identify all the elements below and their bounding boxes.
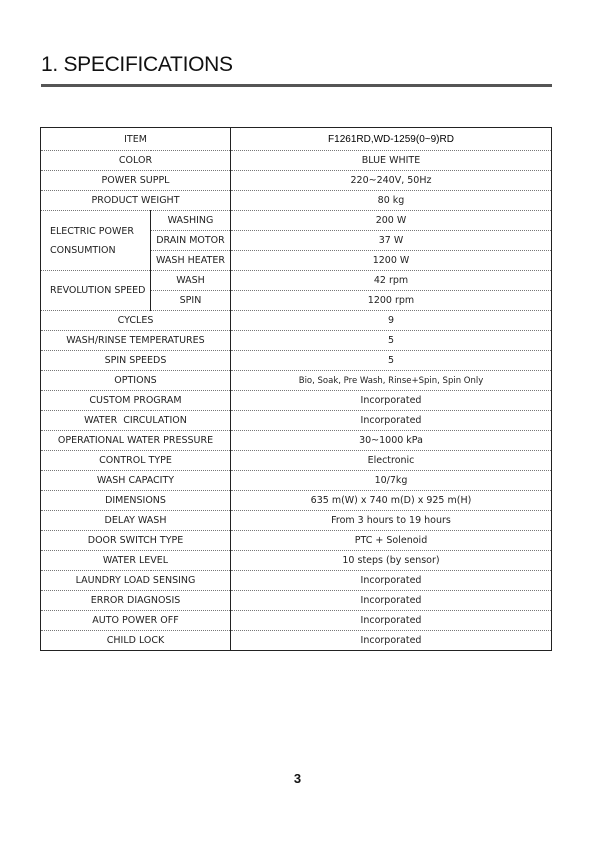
spec-value: Incorporated (231, 391, 552, 411)
specifications-table (40, 127, 552, 651)
spec-value: 5 (231, 331, 552, 351)
spec-label: OPTIONS (41, 371, 231, 391)
spec-label: POWER SUPPL (41, 171, 231, 191)
spec-value: 80 kg (231, 191, 552, 211)
spec-label: LAUNDRY LOAD SENSING (41, 571, 231, 591)
spec-label: SPIN SPEEDS (41, 351, 231, 371)
spec-value: Incorporated (231, 571, 552, 591)
spec-label: OPERATIONAL WATER PRESSURE (41, 431, 231, 451)
spec-label: WASH CAPACITY (41, 471, 231, 491)
spec-label: PRODUCT WEIGHT (41, 191, 231, 211)
page-number: 3 (293, 771, 302, 786)
spec-value: 42 rpm (231, 271, 552, 291)
spec-value: 37 W (231, 231, 552, 251)
spec-sub-label: WASHING (151, 211, 231, 231)
spec-value: 5 (231, 351, 552, 371)
table-row (41, 411, 552, 431)
table-row (41, 331, 552, 351)
table-row (41, 391, 552, 411)
table-row (41, 551, 552, 571)
table-row (41, 511, 552, 531)
spec-value: Electronic (231, 451, 552, 471)
spec-value: 9 (231, 311, 552, 331)
table-row (41, 191, 552, 211)
spec-label: AUTO POWER OFF (41, 611, 231, 631)
table-row (41, 151, 552, 171)
table-row (41, 471, 552, 491)
table-row (41, 311, 552, 331)
spec-group-label: REVOLUTION SPEED (41, 271, 151, 311)
spec-value: Bio, Soak, Pre Wash, Rinse+Spin, Spin Only (231, 371, 552, 391)
spec-sub-label: WASH (151, 271, 231, 291)
spec-value: 200 W (231, 211, 552, 231)
spec-value: From 3 hours to 19 hours (231, 511, 552, 531)
table-row (41, 531, 552, 551)
spec-label: WATER LEVEL (41, 551, 231, 571)
table-row (41, 371, 552, 391)
spec-value: 220~240V, 50Hz (231, 171, 552, 191)
spec-value: Incorporated (231, 611, 552, 631)
spec-label: DELAY WASH (41, 511, 231, 531)
header-model-value: F1261RD,WD-1259(0~9)RD (231, 128, 552, 151)
spec-sub-label: SPIN (151, 291, 231, 311)
title-rule (41, 84, 552, 87)
spec-label: COLOR (41, 151, 231, 171)
spec-group-label: ELECTRIC POWER CONSUMTION (41, 211, 151, 271)
spec-label: WATER CIRCULATION (41, 411, 231, 431)
table-row (41, 431, 552, 451)
table-row (41, 271, 552, 291)
table-row (41, 171, 552, 191)
spec-label: DOOR SWITCH TYPE (41, 531, 231, 551)
table-header-row (41, 128, 552, 151)
spec-value: 1200 W (231, 251, 552, 271)
spec-label: CYCLES (41, 311, 231, 331)
spec-label: WASH/RINSE TEMPERATURES (41, 331, 231, 351)
table-row (41, 591, 552, 611)
spec-value: 30~1000 kPa (231, 431, 552, 451)
spec-label: ERROR DIAGNOSIS (41, 591, 231, 611)
table-row (41, 451, 552, 471)
spec-value: PTC + Solenoid (231, 531, 552, 551)
spec-value: BLUE WHITE (231, 151, 552, 171)
table-row (41, 211, 552, 231)
page-title: 1. SPECIFICATIONS (41, 53, 233, 76)
table-row (41, 611, 552, 631)
spec-label: CHILD LOCK (41, 631, 231, 651)
spec-value: Incorporated (231, 591, 552, 611)
header-item-label: ITEM (41, 128, 231, 151)
spec-sub-label: WASH HEATER (151, 251, 231, 271)
spec-value: Incorporated (231, 411, 552, 431)
table-row (41, 571, 552, 591)
spec-label: CUSTOM PROGRAM (41, 391, 231, 411)
spec-value: 635 m(W) x 740 m(D) x 925 m(H) (231, 491, 552, 511)
spec-value: 10 steps (by sensor) (231, 551, 552, 571)
table-row (41, 631, 552, 651)
table-row (41, 491, 552, 511)
spec-value: 10/7kg (231, 471, 552, 491)
spec-label: CONTROL TYPE (41, 451, 231, 471)
spec-sub-label: DRAIN MOTOR (151, 231, 231, 251)
spec-value: 1200 rpm (231, 291, 552, 311)
spec-value: Incorporated (360, 635, 422, 646)
table-row (41, 351, 552, 371)
spec-label: DIMENSIONS (41, 491, 231, 511)
